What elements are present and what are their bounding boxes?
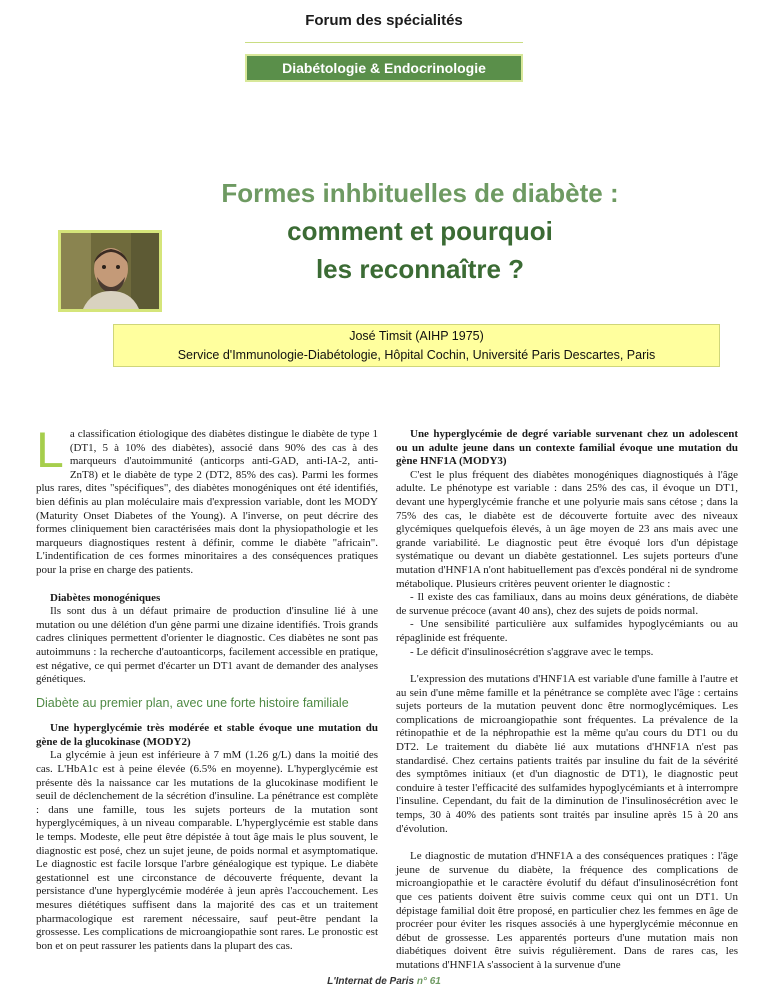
title-line-3: les reconnaître ?: [315, 254, 525, 284]
author-affiliation: Service d'Immunologie-Diabétologie, Hôpital Cochin, Université Paris Descartes, Paris: [177, 348, 656, 362]
issue-number: n° 61: [416, 976, 441, 987]
criterion-1: - Il existe des cas familiaux, dans au moins deux générations, de diabète de survenue précoce (avant 40 ans), chez des sujets de poids normal.: [396, 591, 738, 617]
heading-mody3: Une hyperglycémie de degré variable survenant chez un adolescent ou un adulte jeune dans un contexte familial évoque une mutation du gène HNF1A (MODY3): [396, 428, 738, 468]
drop-cap: L: [36, 422, 64, 478]
article-title: [150, 174, 690, 288]
header-divider: [245, 42, 523, 43]
page-footer: [0, 976, 768, 987]
criterion-3: - Le déficit d'insulinosécrétion s'aggrave avec le temps.: [410, 645, 654, 658]
left-column: [36, 422, 378, 953]
paragraph-mody2: La glycémie à jeun est inférieure à 7 mM (1.26 g/L) dans la moitié des cas. L'HbA1c est à peine élevée (6.5% en moyenne). L'hyperglycémie est présente dès la naissance car les mutations de la glucokinase modifient le seuil de déclenchement de la sécrétion d'insuline. La pénétrance est complète : dans une famille, tous les sujets porteurs de la mutation sont hyperglycémiques, à un niveau comparable. L'hyperglycémie est stable dans le temps. Modeste, elle peut être dépistée à tout âge mais le plus souvent, le diagnostic est posé, chez un sujet jeune, de poids normal et asymptomatique. Le diagnostic est facile lorsque l'arbre généalogique est typique. Le diabète gestationnel est une circonstance de découverte fréquente, devant la persistance d'une hyperglycémie modérée à jeun après l'accouchement. Les mesures diététiques suffisent dans la majorité des cas et un traitement pharmacologique est rarement nécessaire, sauf peut-être pendant la grossesse. Les complications de microangiopathie sont rares. Le pronostic est bon et on peut rassurer les patients dans la plupart des cas.: [36, 749, 378, 952]
title-line-2: comment et pourquoi: [287, 216, 553, 246]
specialty-banner: Diabétologie & Endocrinologie: [245, 54, 523, 82]
right-column: [396, 428, 738, 973]
paragraph-expression: L'expression des mutations d'HNF1A est variable d'une famille à l'autre et au sein d'une même famille et la pénétrance se complète avec l'âge : certains sujets porteurs de la mutation peuvent donc être normoglycémiques. Les complications de microangiopathie sont fréquentes. La prévalence de la rétinopathie et de la néphropathie est la même qu'au cours du DT1 ou du DT2. Le traitement du diabète lié aux mutations d'HNF1A n'est pas standardisé. Chez certains patients traités par insuline du fait de la sévérité des symptômes initiaux (et d'un diagnostic de DT1), le diagnostic peut conduire à tester l'efficacité des sulfamides hypoglycémiants et à interrompre l'insuline. Cependant, du fait de la diminution de l'insulinosécrétion avec le temps, 30 à 40% des patients sont traités par insuline après 15 à 20 ans d'évolution.: [396, 673, 738, 835]
title-line-1: Formes inhbituelles de diabète :: [221, 178, 619, 208]
intro-paragraph: [36, 422, 378, 578]
heading-mody2: Une hyperglycémie très modérée et stable évoque une mutation du gène de la glucokinase (MODY2): [36, 722, 378, 748]
author-photo: [58, 230, 162, 312]
forum-header: Forum des spécialités: [305, 12, 463, 29]
author-portrait-icon: [61, 233, 159, 309]
heading-monogenic: Diabètes monogéniques: [50, 591, 161, 604]
section-heading: Diabète au premier plan, avec une forte histoire familiale: [36, 695, 349, 710]
paragraph-mody3: C'est le plus fréquent des diabètes monogéniques diagnostiqués à l'âge adulte. Le phénotype est variable : dans 25% des cas, il évoque un DT1, devant une hyperglycémie franche et une polyurie mais sans cétose ; dans la 75% des cas, le diabète est de découverte fortuite avec des niveaux glycémiques quelquefois élevés, à un âge moyen de 23 ans mais avec une grande variabilité. Le diagnostic peut être évoqué lors d'un dépistage systématique ou devant un diabète gestationnel. Les sujets porteurs d'une mutation d'HNF1A n'ont habituellement pas d'excès pondéral ni de syndrome métabolique. Plusieurs critères peuvent orienter le diagnostic :: [396, 468, 738, 590]
criterion-2: - Une sensibilité particulière aux sulfamides hypoglycémiants ou au répaglinide est fréquente.: [396, 618, 738, 644]
paragraph-diagnostic: Le diagnostic de mutation d'HNF1A a des conséquences pratiques : l'âge jeune de survenue du diabète, la fréquence des complications de microangiopathie et le caractère évolutif du défaut d'insulinosécrétion font que ces patients doivent être suivis comme ceux qui ont un DT1. Un dépistage familial doit être proposé, en particulier chez les femmes en âge de procréer pour éviter les risques associés à une hyperglycémie méconnue en début de grossesse. Les apparentés porteurs d'une mutation mais non diabétiques doivent être suivis régulièrement. Dans de rares cas, les mutations d'HNF1A s'associent à la survenue d'une: [396, 850, 738, 971]
author-box: [113, 324, 720, 367]
journal-name: L'Internat de Paris: [327, 976, 415, 987]
paragraph-monogenic: Ils sont dus à un défaut primaire de production d'insuline lié à une mutation ou une délétion d'un gène parmi une dizaine identifiés. Trois grands cadres cliniques permettent d'orienter le diagnostic. Ces diabètes ne sont pas autoimmuns : la recherche d'autoanticorps, facilement accessible en pratique, est négative, ce qui permet d'écarter un DT1 avant de demander des analyses génétiques.: [36, 605, 378, 686]
intro-text: a classification étiologique des diabètes distingue le diabète de type 1 (DT1, 5 à 10% des diabètes), associé dans 90% des cas à des marqueurs d'autoimmunité (anticorps anti-GAD, anti-IA-2, anti-ZnT8) et le diabète de type 2 (DT2, 85% des cas). Parmi les formes plus rares, dites "spécifiques", des diabètes monogéniques ont été identifiés, bien définis au plan moléculaire mais d'expression variable, dont les MODY (Maturity Onset Diabetes of the Young). A l'inverse, on peut décrire des formes cliniquement bien caractérisées mais dont la physiopathologie et les marqueurs diagnostiques restent à définir, comme le diabète "africain". L'indentification de ces formes minoritaires a des conséquences pratiques pour la prise en charge des patients.: [36, 428, 378, 576]
author-name: José Timsit (AIHP 1975): [349, 329, 484, 343]
